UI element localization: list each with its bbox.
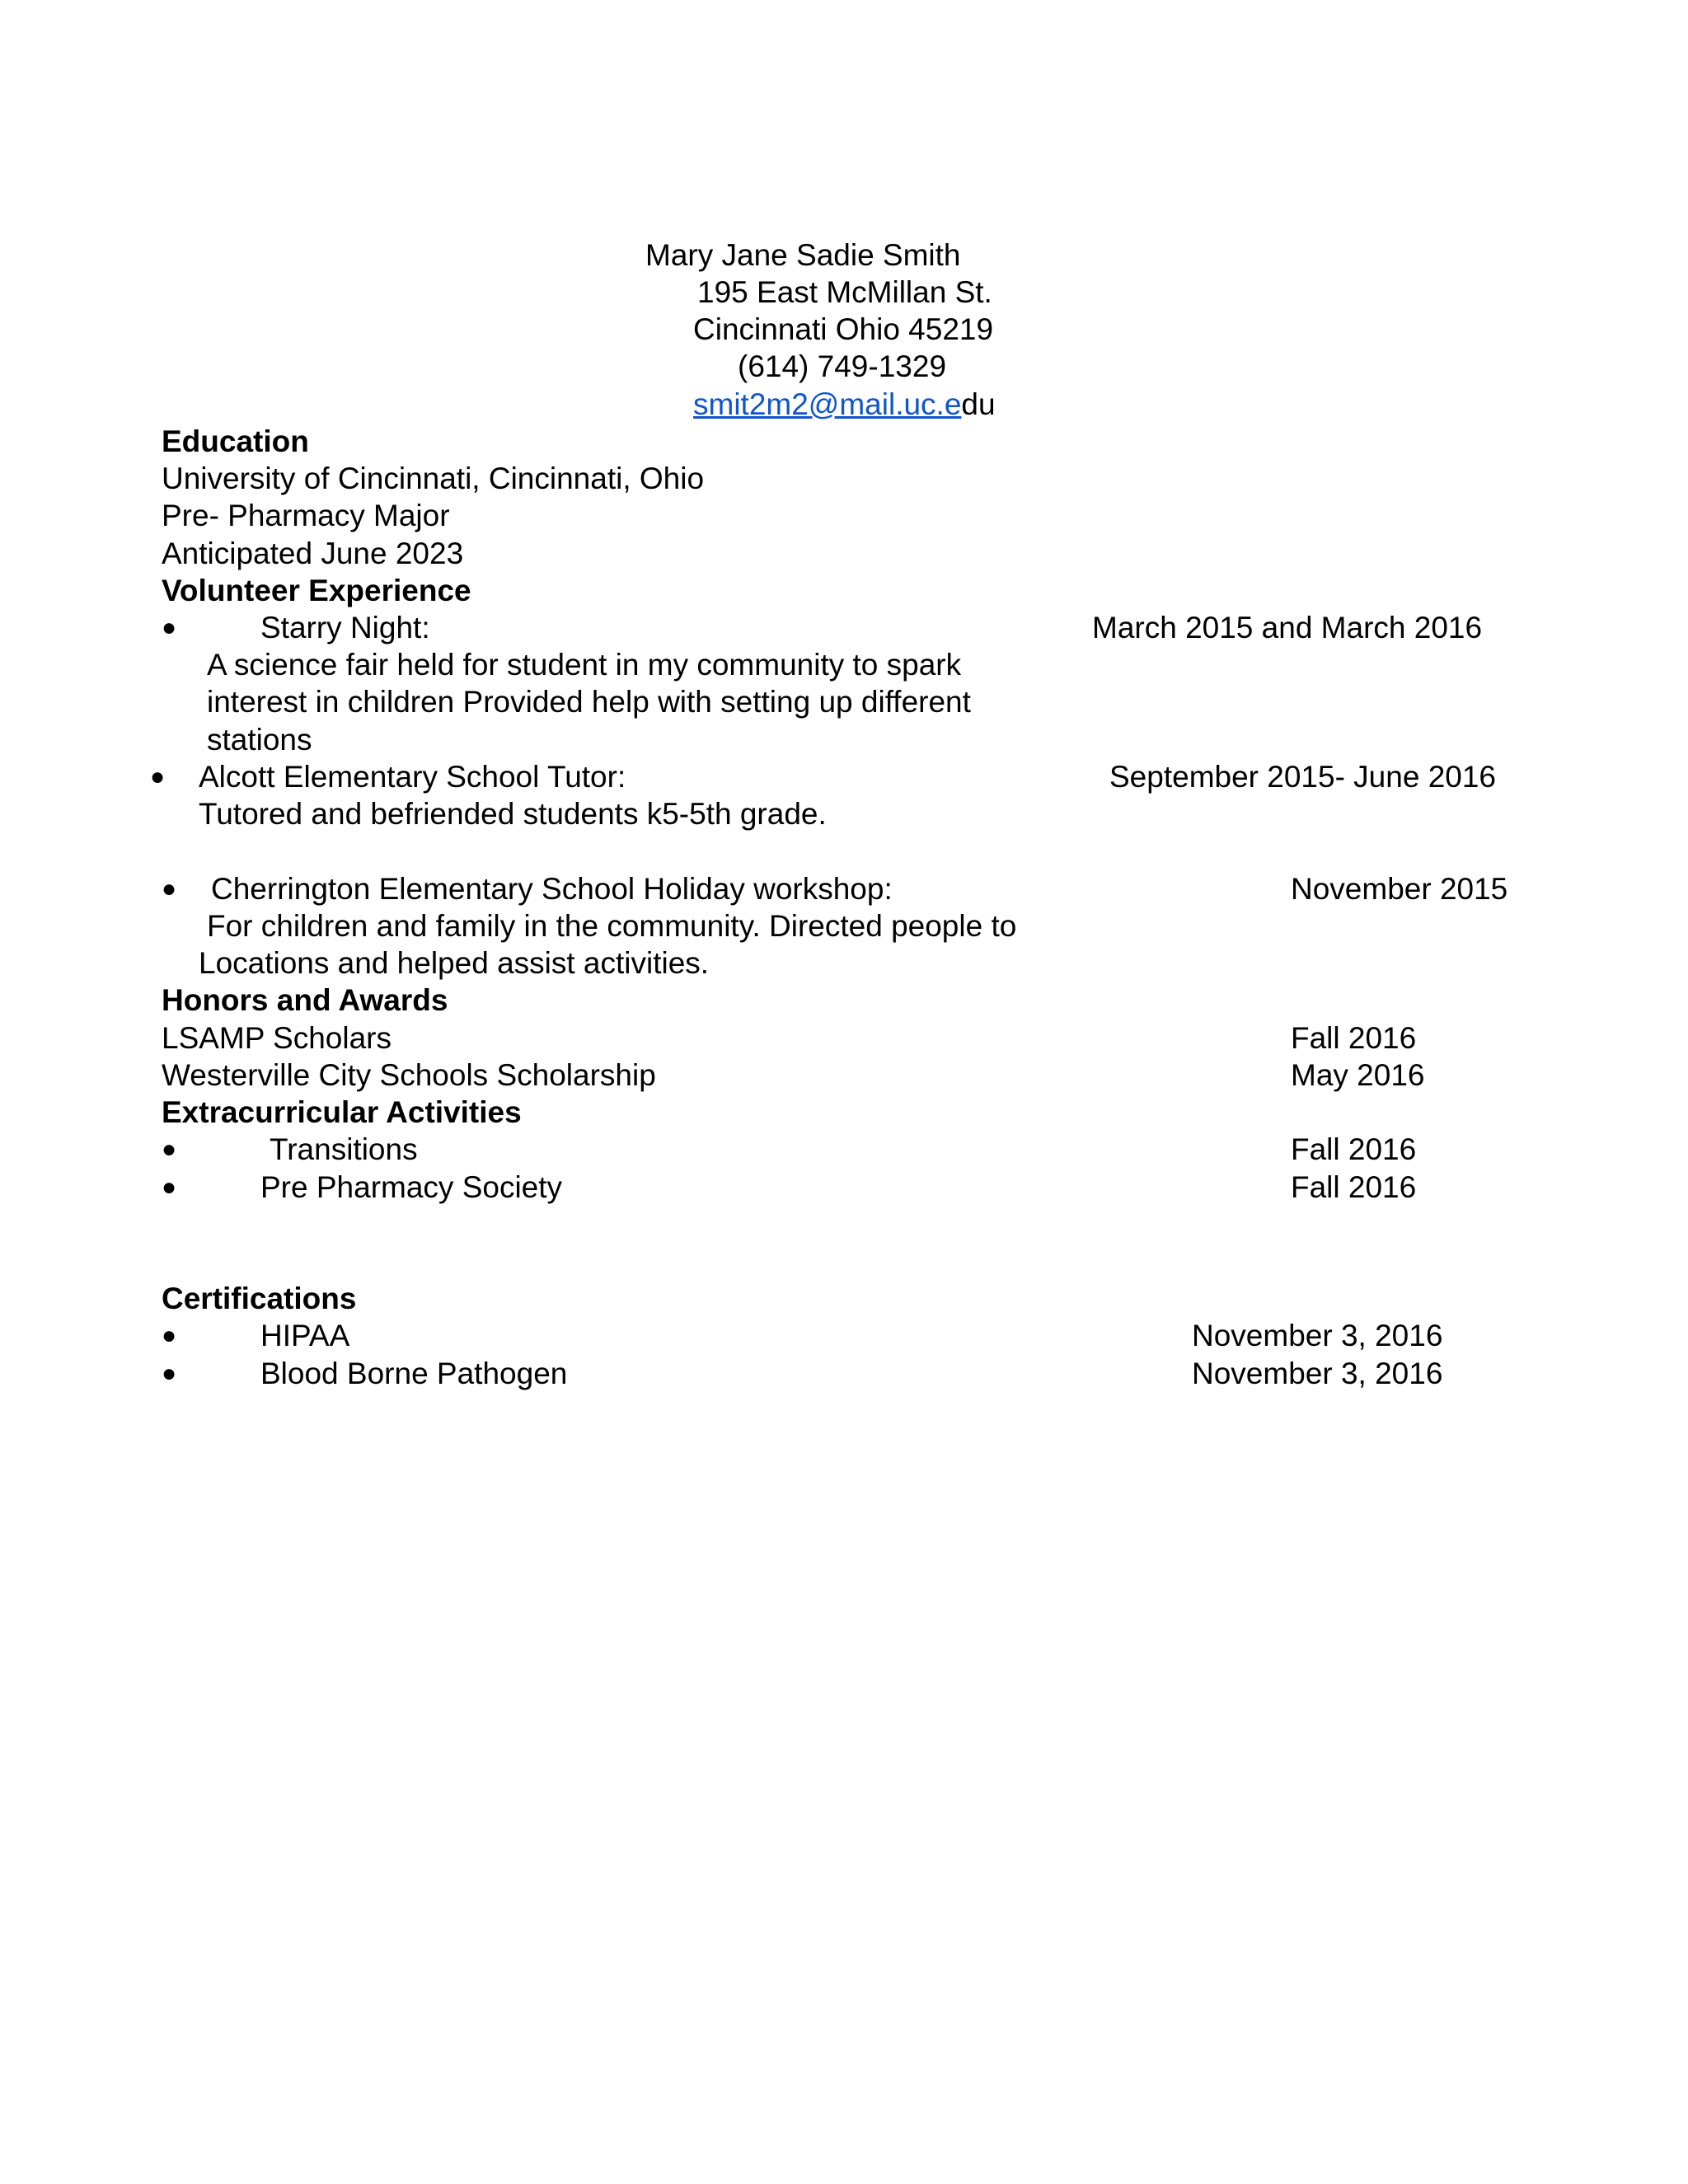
volunteer-item-desc: For children and family in the community. Directed people to — [207, 909, 1017, 943]
volunteer-item-desc: stations — [207, 723, 312, 757]
honor-item-date: Fall 2016 — [1291, 1021, 1417, 1055]
volunteer-item-date: November 2015 — [1291, 872, 1508, 906]
email-line — [693, 387, 996, 423]
certification-item-date: November 3, 2016 — [1192, 1357, 1443, 1390]
volunteer-item-date: March 2015 and March 2016 — [1092, 611, 1483, 644]
honor-item-date: May 2016 — [1291, 1058, 1425, 1092]
volunteer-item-date: September 2015- June 2016 — [1109, 760, 1497, 794]
education-anticipated: Anticipated June 2023 — [162, 537, 464, 570]
applicant-name: Mary Jane Sadie Smith — [645, 238, 961, 272]
honor-item-title: Westerville City Schools Scholarship — [162, 1058, 656, 1092]
volunteer-item-desc: A science fair held for student in my community to spark — [207, 648, 962, 682]
bullet-icon: ● — [162, 1322, 177, 1349]
education-school: University of Cincinnati, Cincinnati, Ohio — [162, 462, 705, 495]
certifications-heading: Certifications — [162, 1282, 357, 1315]
education-heading: Education — [162, 424, 309, 458]
bullet-icon: ● — [162, 614, 177, 641]
certification-item-date: November 3, 2016 — [1192, 1319, 1443, 1352]
volunteer-item-desc: interest in children Provided help with setting up different — [207, 685, 971, 719]
volunteer-item-desc: Locations and helped assist activities. — [199, 946, 710, 980]
email-suffix: du — [961, 387, 996, 421]
bullet-icon: ● — [162, 1174, 177, 1201]
city-state-zip: Cincinnati Ohio 45219 — [693, 312, 994, 346]
email-link[interactable]: smit2m2@mail.uc.e — [693, 387, 962, 421]
activity-item-title: Transitions — [270, 1132, 418, 1166]
activity-item-date: Fall 2016 — [1291, 1132, 1417, 1166]
volunteer-item-desc: Tutored and befriended students k5-5th grade. — [199, 797, 827, 831]
honors-heading: Honors and Awards — [162, 983, 448, 1017]
honor-item-title: LSAMP Scholars — [162, 1021, 392, 1055]
extracurricular-heading: Extracurricular Activities — [162, 1095, 522, 1129]
volunteer-heading: Volunteer Experience — [162, 574, 471, 607]
volunteer-item-title: Starry Night: — [260, 611, 430, 644]
volunteer-item-title: Alcott Elementary School Tutor: — [199, 760, 626, 794]
activity-item-date: Fall 2016 — [1291, 1170, 1417, 1204]
certification-item-title: HIPAA — [260, 1319, 350, 1352]
activity-item-title: Pre Pharmacy Society — [260, 1170, 563, 1204]
certification-item-title: Blood Borne Pathogen — [260, 1357, 568, 1390]
bullet-icon: ● — [162, 1360, 177, 1387]
bullet-icon: ● — [162, 1136, 177, 1163]
phone-number: (614) 749-1329 — [738, 349, 947, 383]
education-major: Pre- Pharmacy Major — [162, 499, 450, 532]
bullet-icon: ● — [162, 875, 177, 902]
volunteer-item-title: Cherrington Elementary School Holiday workshop: — [211, 872, 893, 906]
bullet-icon: ● — [150, 763, 166, 790]
street-address: 195 East McMillan St. — [697, 275, 992, 309]
